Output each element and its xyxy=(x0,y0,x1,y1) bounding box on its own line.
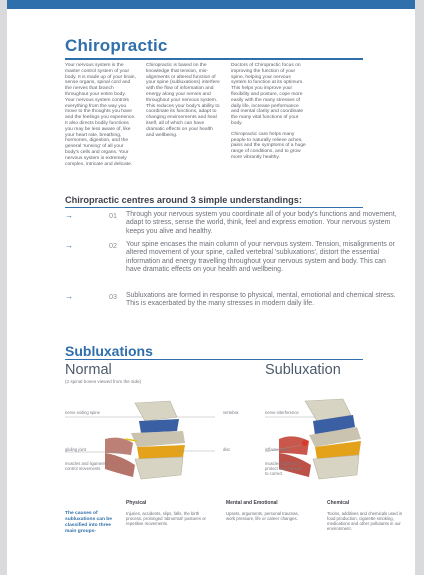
item-text: Your spine encases the main column of your nervous system. Tension, misalignments or altered movement of your spine, called vertebral 'subluxations', distort the essential information and energy travelling throughout your nervous system and body. This can have dramatic effects on your health and wellbeing. xyxy=(126,241,395,273)
item-number: 03 xyxy=(109,292,117,301)
understandings-heading: Chiropractic centres around 3 simple understandings: xyxy=(65,195,302,205)
item-number: 01 xyxy=(109,211,117,220)
intro-paragraph: Your nervous system is the master control system of your body. It is made up of your brain, sense organs, spinal cord and the nerves that branch throughout your entire body. Your nervous system controls everything from the way you move to the thoughts you have and the feelings you experience. It also directs bodily functions you may be less aware of, like your heart rate, breathing, hormones, digestion, and the general 'running' of all your body's cells and organs. Your nervous system is extremely complex, intricate and delicate. xyxy=(65,63,136,167)
intro-paragraph: Doctors of Chiropractic focus on improving the function of your spine, helping your nervous system to function at its optimum. This helps you improve your flexibility and posture, cope more easily with the many stresses of daily life, increase performance and mental clarity and coordinate the many vital functions of your body. xyxy=(231,63,304,126)
page-title: Chiropractic xyxy=(65,36,168,55)
subluxations-rule xyxy=(65,359,363,360)
arrow-right-icon: → xyxy=(65,211,73,220)
subluxation-label: Subluxation xyxy=(265,362,341,378)
cause-text-chemical: Toxins, additives and chemicals used in food production, cigarette smoking, medications and other pollutants in our environment. xyxy=(327,511,403,532)
cause-heading-physical: Physical xyxy=(126,500,147,506)
item-text: Subluxations are formed in response to physical, mental, emotional and chemical stress. This is exacerbated by the many stresses in modern daily life. xyxy=(126,292,396,308)
brochure-page xyxy=(7,0,415,575)
intro-paragraph: Chiropractic care helps many people to naturally relieve aches, pains and the symptoms of a huge range of conditions, and to grow more vibrantly healthy. xyxy=(231,131,306,160)
label-nerve-exiting: nerve exiting spine xyxy=(65,410,100,415)
cause-text-mental: Upsets, arguments, personal traumas, work pressure, life or career changes. xyxy=(226,511,299,522)
label-disc: disc xyxy=(223,447,231,452)
label-gliding-joint: gliding joint xyxy=(65,447,86,452)
arrow-right-icon: → xyxy=(65,292,73,301)
cause-heading-mental: Mental and Emotional xyxy=(226,500,278,506)
item-text: Through your nervous system you coordinate all of your body's functions and movement, adapt to stress, sense the world, think, feel and express emotion. Your nervous system keeps you alive and healthy. xyxy=(126,211,397,235)
causes-lead: The causes of subluxations can be classified into three main groups- xyxy=(65,511,113,534)
intro-column-2 xyxy=(146,63,222,143)
cause-heading-chemical: Chemical xyxy=(327,500,350,506)
top-color-bar xyxy=(7,0,415,9)
label-vertebra: vertebra xyxy=(223,410,239,415)
arrow-right-icon: → xyxy=(65,241,73,250)
item-number: 02 xyxy=(109,241,117,250)
normal-label: Normal xyxy=(65,362,112,378)
cause-text-physical: Injuries, accidents, slips, falls, the birth process, prolonged 'abnormal' postures or repetitive movements. xyxy=(126,511,206,527)
intro-column-3 xyxy=(231,63,306,166)
label-muscles: muscles and ligaments control movements xyxy=(65,461,108,471)
label-muscles-tighten: muscles tighten to protect and attempt to correct xyxy=(265,461,302,476)
intro-column-1 xyxy=(65,63,136,172)
title-rule xyxy=(65,58,363,60)
intro-paragraph: Chiropractic is based on the knowledge that tension, mis-alignments or altered function of your spine (subluxations) interfere with the flow of information and energy along your nerves and throughout your nervous system. This reduces your body's ability to coordinate its functions, adapt to changing environments and heal itself, all of which can have dramatic effects on your health and wellbeing. xyxy=(146,63,220,138)
understandings-rule xyxy=(65,207,363,208)
label-nerve-interference: nerve interference xyxy=(265,410,299,415)
subluxations-title: Subluxations xyxy=(65,343,153,359)
normal-caption: (2 spinal bones viewed from the side) xyxy=(65,379,142,384)
label-inflamed-joint: inflamed joint xyxy=(265,447,290,452)
